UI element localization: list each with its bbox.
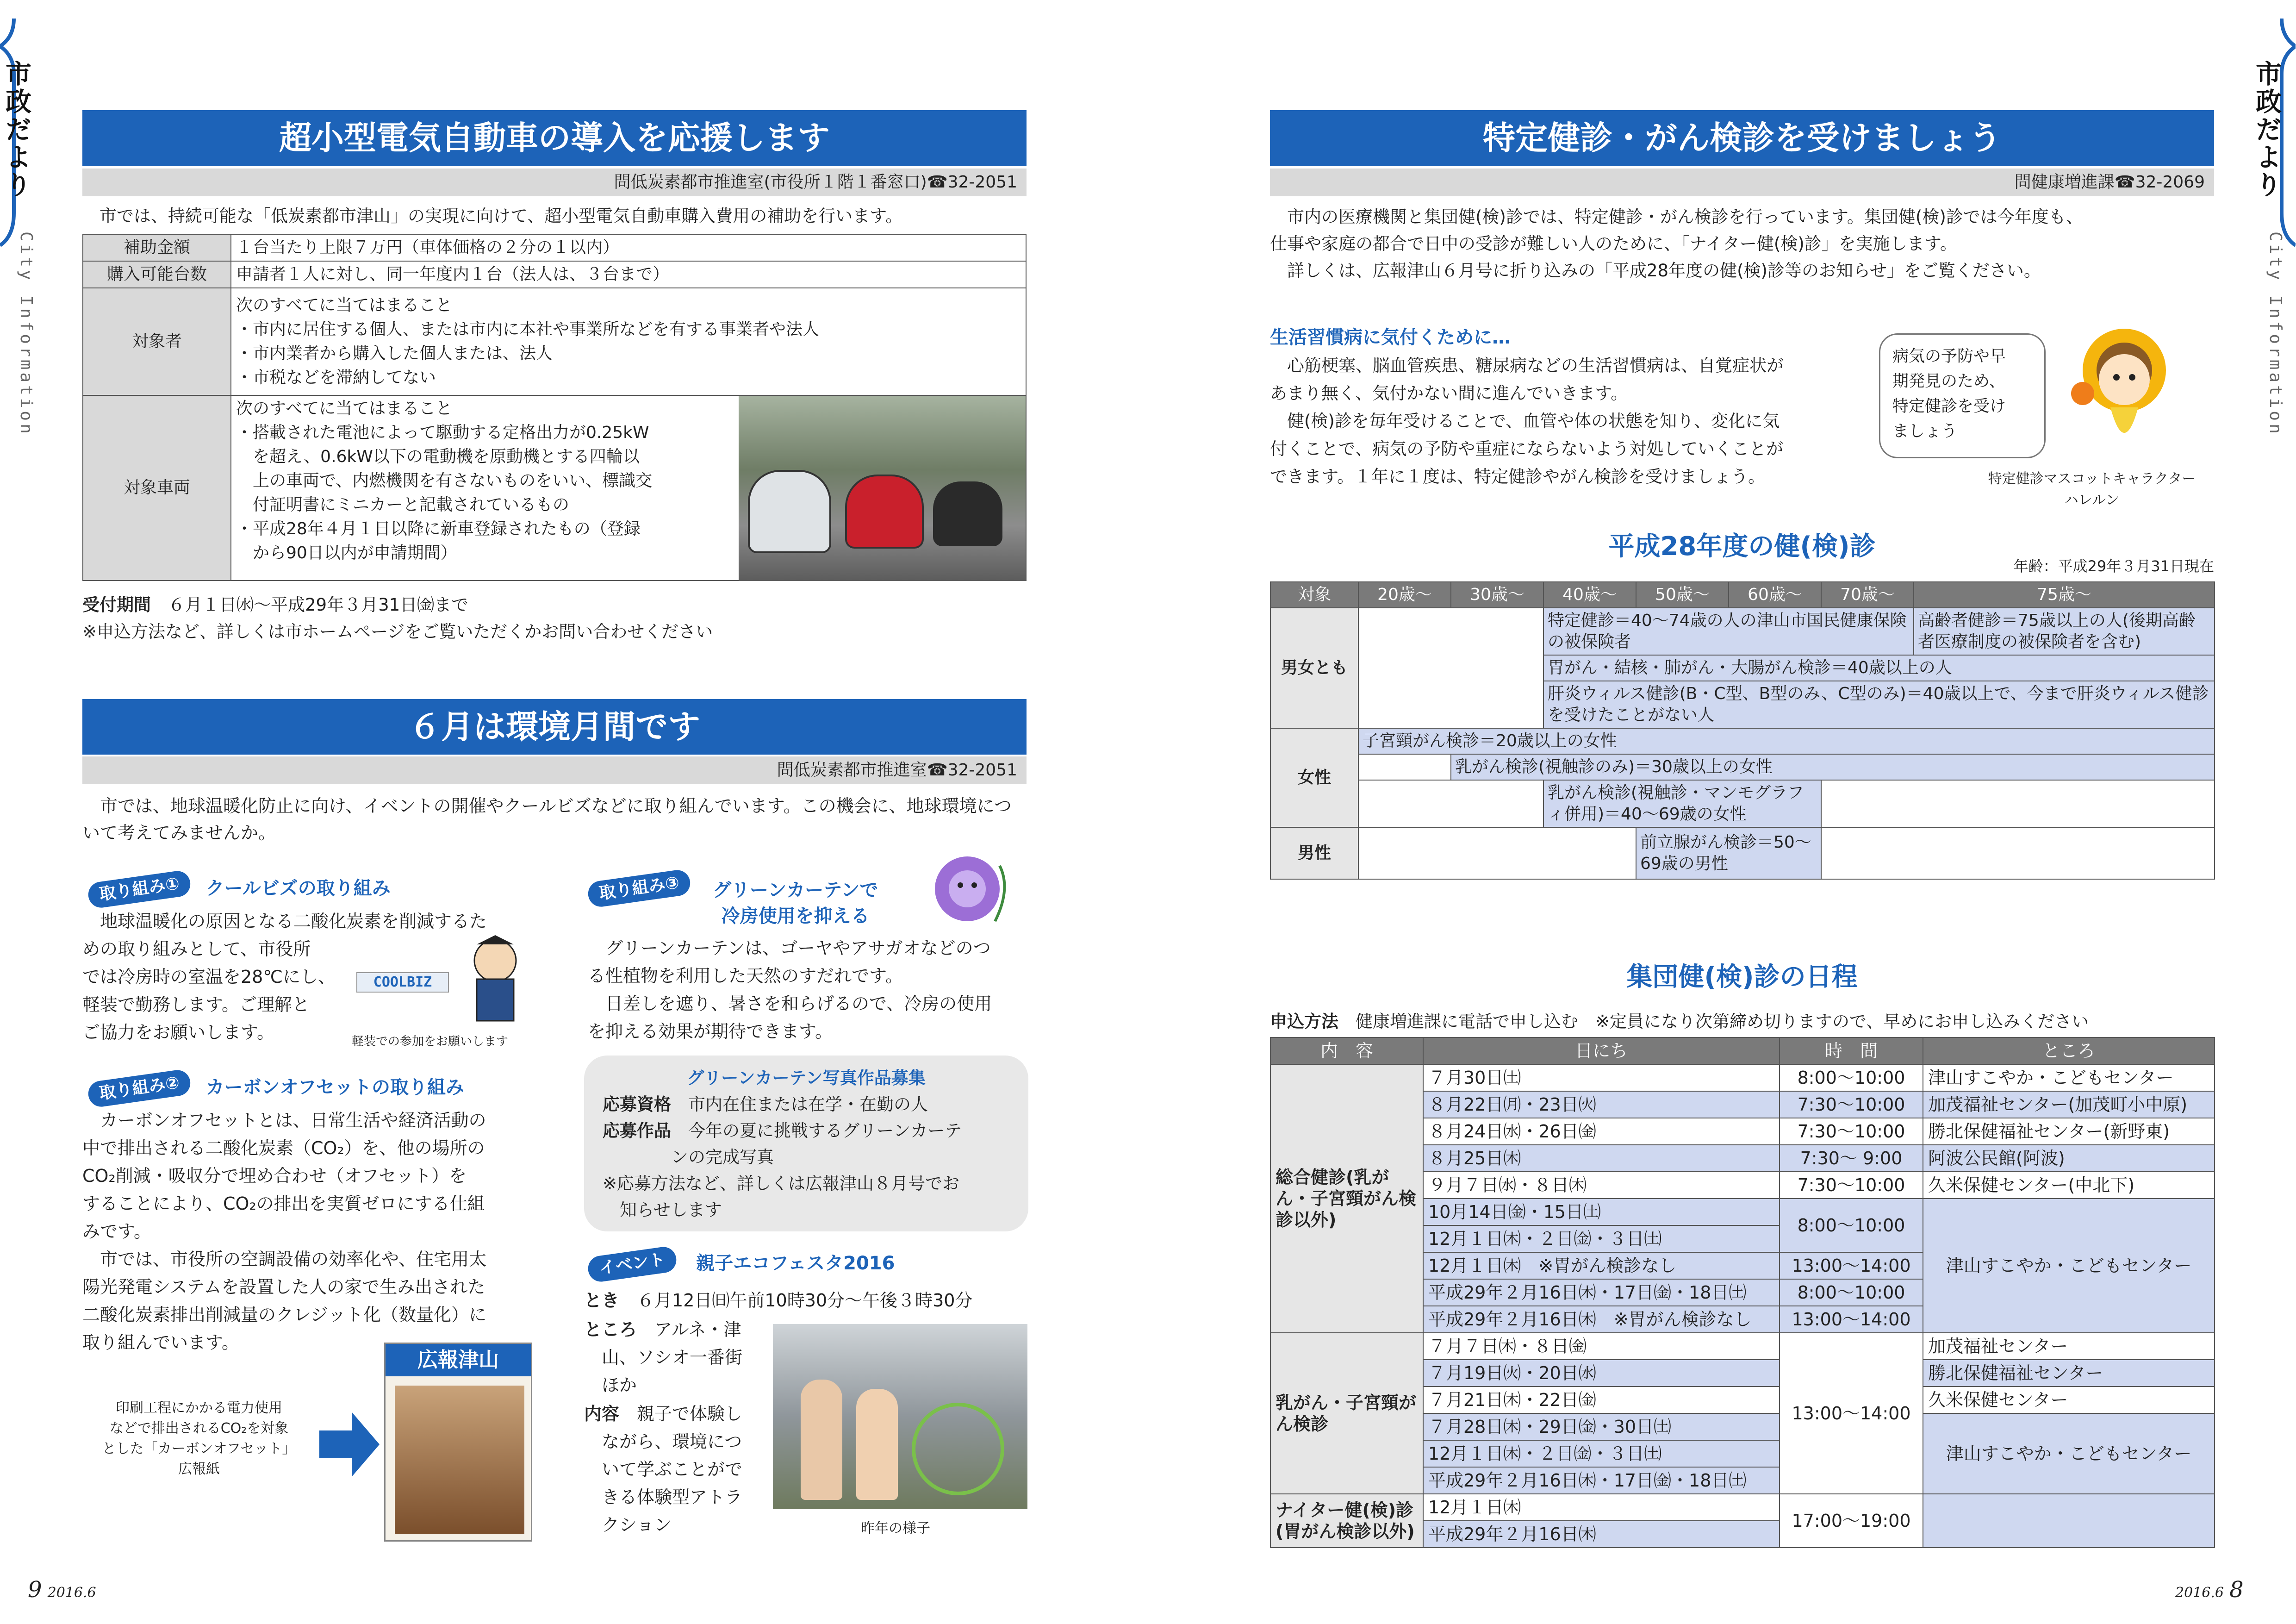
date-cell: 12月１日㈭・２日㈮・３日㈯ [1423, 1225, 1780, 1252]
table-header-cell: ところ [1923, 1037, 2215, 1064]
health-intro [1270, 204, 2219, 284]
table-header-cell: 時 間 [1780, 1037, 1923, 1064]
text-line: あまり無く、気付かない間に進んでいきます。 [1270, 383, 1628, 403]
text-line: ご協力をお願いします。 [82, 1022, 274, 1043]
title-line: 冷房使用を抑える [721, 906, 870, 927]
ev-intro: 市では、持続可能な「低炭素都市津山」の実現に向けて、超小型電気自動車購入費用の補助を行います。 [100, 206, 903, 226]
text-line: 日差しを遮り、暑さを和らげるので、冷房の使用 [588, 993, 992, 1014]
event-value: アルネ・津 [654, 1319, 741, 1340]
table-cell: １台当たり上限７万円（車体価格の２分の１以内） [231, 234, 1026, 261]
place-cell: 久米保健センター(中北下) [1923, 1172, 2215, 1199]
event-value: 山、ソシオ一番街 [602, 1347, 743, 1368]
text-line: 上の車両で、内燃機関を有さないものをいい、標識交 [236, 471, 653, 490]
place-cell: 阿波公民館(阿波) [1923, 1145, 2215, 1172]
magazine-title: 広報津山 [386, 1344, 531, 1376]
table-header-row [1270, 1037, 2215, 1064]
table-header-row [1270, 582, 2215, 608]
date-cell: 12月１日㈭・２日㈮・３日㈯ [1423, 1440, 1780, 1467]
nyu-touch-cell: 乳がん検診(視触診のみ)＝30歳以上の女性 [1451, 754, 2215, 780]
place-cell [1923, 1494, 2215, 1548]
footer-left [28, 1574, 96, 1606]
text-line: 仕事や家庭の都合で日中の受診が難しい人のために、「ナイター健(検)診」を実施します。 [1270, 234, 1957, 254]
lifestyle-subheading: 生活習慣病に気付くために… [1270, 327, 1511, 348]
arrow-right-icon [319, 1412, 380, 1484]
date-cell: ７月21日㈭・22日㈮ [1423, 1387, 1780, 1413]
event-label: ところ [584, 1319, 637, 1340]
print-note [88, 1398, 310, 1480]
table-header-cell: 購入可能台数 [83, 261, 231, 288]
table-cell [231, 288, 1026, 395]
contest-label: 応募作品 [603, 1121, 671, 1141]
text-line: ・市税などを滞納してない [236, 368, 436, 387]
text-line: CO₂削減・吸収分で埋め合わせ（オフセット）を [82, 1166, 467, 1186]
text-line: 健(検)診を毎年受けることで、血管や体の状態を知り、変化に気 [1270, 411, 1780, 431]
place-cell: 津山すこやか・こどもセンター [1923, 1064, 2215, 1091]
text-line: る性植物を利用した天然のすだれです。 [588, 966, 903, 986]
page-date: 2016.6 [2175, 1585, 2224, 1601]
text-line: 市内の医療機関と集団健(検)診では、特定健診・がん検診を行っています。集団健(検)診では今年度も、 [1287, 207, 2083, 227]
mascot-caption [1976, 468, 2208, 511]
text-line: 付くことで、病気の予防や重症にならないよう対処していくことが [1270, 439, 1784, 459]
target-cell: 男性 [1270, 827, 1358, 879]
text-line: を抑える効果が期待できます。 [588, 1021, 833, 1042]
table-header-cell: 40歳～ [1543, 582, 1636, 608]
initiative2-pill: 取り組み② [87, 1068, 192, 1109]
table-row [1270, 1333, 2215, 1360]
contest-note: 知らせします [620, 1200, 722, 1220]
table-row [83, 261, 1026, 288]
time-cell: 8:00～10:00 [1780, 1064, 1923, 1091]
event-photo-caption: 昨年の様子 [861, 1520, 930, 1537]
table-row [1270, 1494, 2215, 1521]
right-tab-title: 市政だより [2252, 60, 2282, 199]
sunflower-mascot-icon [2055, 324, 2194, 470]
initiative3-header [588, 875, 691, 901]
initiative3-title [713, 877, 878, 929]
left-tab-title: 市政だより [1, 60, 31, 199]
text-line: することにより、CO₂の排出を実質ゼロにする仕組 [82, 1193, 485, 1214]
table-header-cell: 20歳～ [1358, 582, 1451, 608]
event-value: いて学ぶことがで [602, 1459, 743, 1480]
text-line: みです。 [82, 1221, 151, 1242]
morning-glory-icon [930, 852, 1014, 937]
text-line: 軽装で勤務します。ご理解と [82, 994, 310, 1015]
apply-label: 申込方法 [1270, 1012, 1338, 1031]
text-line: 心筋梗塞、脳血管疾患、糖尿病などの生活習慣病は、自覚症状が [1287, 356, 1784, 375]
place-cell: 加茂福祉センター(加茂町小中原) [1923, 1091, 2215, 1118]
env-section-title: ６月は環境月間です [82, 699, 1027, 755]
tokutei-cell: 特定健診＝40～74歳の人の津山市国民健康保険の被保険者 [1543, 608, 1914, 655]
left-tab-english: City Information [17, 231, 36, 437]
text-line: 次のすべてに当てはまること [236, 399, 453, 418]
text-line: ・搭載された電池によって駆動する定格出力が0.25kW [236, 423, 649, 442]
contest-value: ンの完成写真 [671, 1147, 774, 1167]
place-cell: 加茂福祉センター [1923, 1333, 2215, 1360]
table-row [1270, 608, 2215, 655]
title-line: グリーンカーテンで [713, 880, 878, 901]
koureisha-cell: 高齢者健診＝75歳以上の人(後期高齢者医療制度の被保険者を含む) [1914, 608, 2215, 655]
initiative3-pill: 取り組み③ [586, 868, 692, 909]
date-cell: 平成29年２月16日㈭ [1423, 1521, 1780, 1548]
place-cell: 久米保健センター [1923, 1387, 2215, 1413]
text-line: 病気の予防や早 [1892, 347, 2006, 366]
date-cell: 12月１日㈭ [1423, 1494, 1780, 1521]
date-cell: ８月24日㈬・26日㈮ [1423, 1118, 1780, 1145]
event-header [588, 1250, 895, 1278]
event-label: とき [584, 1290, 620, 1311]
event-value: ６月12日㈰午前10時30分～午後３時30分 [637, 1290, 973, 1311]
footer-right [2175, 1574, 2244, 1606]
empty-cell [1358, 827, 1636, 879]
initiative3-text [588, 934, 1032, 1045]
text-line: から90日以内が申請期間） [236, 543, 457, 562]
health-contact: 問健康増進課☎32-2069 [1270, 169, 2214, 196]
contest-value: 市内在住または在学・在勤の人 [688, 1094, 928, 1114]
text-line: 市では、市役所の空調設備の効率化や、住宅用太 [82, 1249, 487, 1269]
date-cell: 12月１日㈭ ※胃がん検診なし [1423, 1252, 1780, 1279]
event-pill: イベント [586, 1245, 678, 1283]
ev-section-title: 超小型電気自動車の導入を応援します [82, 110, 1027, 166]
table-header-cell: 日にち [1423, 1037, 1780, 1064]
empty-cell [1358, 780, 1543, 827]
empty-cell [1358, 754, 1451, 780]
initiative1-pill: 取り組み① [87, 869, 192, 910]
ev-contact: 問低炭素都市推進室(市役所１階１番窓口)☎32-2051 [82, 169, 1027, 196]
time-cell: 7:30～10:00 [1780, 1091, 1923, 1118]
event-content [584, 1400, 769, 1539]
shikyu-cell: 子宮頸がん検診＝20歳以上の女性 [1358, 728, 2215, 754]
samurai-mascot-icon [458, 935, 532, 1028]
text-line: 取り組んでいます。 [82, 1332, 239, 1353]
empty-cell [1358, 608, 1543, 728]
date-cell: 平成29年２月16日㈭・17日㈮・18日㈯ [1423, 1467, 1780, 1494]
table-header-cell: 内 容 [1270, 1037, 1423, 1064]
empty-cell [1821, 827, 2215, 879]
env-intro: 市では、地球温暖化防止に向け、イベントの開催やクールビズなどに取り組んでいます。この機会に、地球環境について考えてみませんか。 [82, 796, 1012, 843]
time-cell: 8:00～10:00 [1780, 1279, 1923, 1306]
contest-label: 応募資格 [603, 1094, 671, 1114]
event-when [584, 1288, 972, 1313]
event-where [584, 1316, 769, 1399]
text-line: 特定健診を受け [1892, 397, 2006, 416]
initiative2-title: カーボンオフセットの取り組み [205, 1077, 464, 1098]
text-line: ・平成28年４月１日以降に新車登録されたもの（登録 [236, 519, 641, 538]
page-number: 8 [2229, 1577, 2244, 1603]
text-line: を超え、0.6kW以下の電動機を原動機とする四輪以 [236, 447, 640, 466]
table-row [83, 395, 1026, 581]
place-cell: 津山すこやか・こどもセンター [1923, 1413, 2215, 1494]
time-cell: 17:00～19:00 [1780, 1494, 1923, 1548]
coolbiz-caption: 軽装での参加をお願いします [352, 1035, 509, 1049]
table-row [1270, 1064, 2215, 1091]
initiative2-header [88, 1073, 464, 1103]
date-cell: ８月22日㈪・23日㈫ [1423, 1091, 1780, 1118]
age-note: 年齢：平成29年３月31日現在 [2013, 557, 2214, 575]
event-title: 親子エコフェスタ2016 [696, 1253, 895, 1274]
text-line: できます。１年に１度は、特定健診やがん検診を受けましょう。 [1270, 467, 1766, 487]
magazine-cover [384, 1343, 532, 1542]
time-cell: 7:30～10:00 [1780, 1172, 1923, 1199]
time-cell: 13:00～14:00 [1780, 1252, 1923, 1279]
env-contact: 問低炭素都市推進室☎32-2051 [82, 756, 1027, 784]
health-section-title: 特定健診・がん検診を受けましょう [1270, 110, 2214, 166]
schedule-apply [1270, 1009, 2089, 1034]
target-cell: 女性 [1270, 728, 1358, 827]
table-header-cell: 50歳～ [1636, 582, 1729, 608]
text-line: 詳しくは、広報津山６月号に折り込みの「平成28年度の健(検)診等のお知らせ」をご覧ください。 [1270, 261, 2041, 281]
date-cell: ７月19日㈫・20日㈬ [1423, 1360, 1780, 1387]
table-header-cell: 75歳～ [1914, 582, 2215, 608]
coolbiz-logo: COOLBIZ [356, 972, 449, 993]
date-cell: ７月７日㈭・８日㈮ [1423, 1333, 1780, 1360]
table-header-cell: 30歳～ [1451, 582, 1543, 608]
ev-note: ※申込方法など、詳しくは市ホームページをご覧いただくかお問い合わせください [82, 622, 713, 642]
initiative1-header [88, 874, 391, 904]
date-cell: ９月７日㈬・８日㈭ [1423, 1172, 1780, 1199]
target-cell: 男女とも [1270, 608, 1358, 728]
event-label: 内容 [584, 1404, 620, 1424]
table-row [1270, 827, 2215, 879]
date-cell: 10月14日㈮・15日㈯ [1423, 1199, 1780, 1225]
kanen-cell: 肝炎ウィルス健診(B・C型、B型のみ、C型のみ)＝40歳以上で、今まで肝炎ウィルス健診を受けたことがない人 [1543, 681, 2215, 728]
group-cell: ナイター健(検)診(胃がん検診以外) [1270, 1494, 1423, 1548]
table-row [83, 288, 1026, 395]
text-line: 期発見のため、 [1892, 372, 2005, 391]
group-cell: 総合健診(乳がん・子宮頸がん検診以外) [1270, 1064, 1423, 1333]
right-tab-english: City Information [2266, 231, 2285, 437]
page-number: 9 [28, 1577, 42, 1603]
left-side-tab [0, 19, 42, 481]
ev-car-photo [739, 396, 1026, 581]
text-line: では冷房時の室温を28℃にし、 [82, 967, 336, 987]
text-line: 印刷工程にかかる電力使用 [116, 1400, 282, 1416]
text-line: 陽光発電システムを設置した人の家で生み出された [82, 1277, 485, 1297]
text-line: 中で排出される二酸化炭素（CO₂）を、他の場所の [82, 1138, 485, 1158]
empty-cell [1821, 780, 2215, 827]
text-line: などで排出されるCO₂を対象 [109, 1420, 289, 1437]
table-header-cell: 対象 [1270, 582, 1358, 608]
text-line: とした「カーボンオフセット」 [102, 1441, 296, 1457]
right-side-tab [2249, 19, 2291, 481]
table-header-cell: 70歳～ [1821, 582, 1914, 608]
table-row [1270, 780, 2215, 827]
ev-period [82, 593, 468, 618]
lifestyle-text [1270, 352, 1867, 491]
contest-box [584, 1056, 1028, 1231]
checkup-table-title: 平成28年度の健(検)診 [1608, 531, 1876, 562]
date-cell: 平成29年２月16日㈭・17日㈮・18日㈯ [1423, 1279, 1780, 1306]
table-row [83, 234, 1026, 261]
table-row [1270, 728, 2215, 754]
event-value: クション [602, 1515, 672, 1535]
table-cell [231, 395, 1026, 581]
text-line: グリーンカーテンは、ゴーヤやアサガオなどのつ [605, 938, 991, 958]
time-cell: 7:30～10:00 [1780, 1118, 1923, 1145]
text-line: カーボンオフセットとは、日常生活や経済活動の [100, 1110, 486, 1131]
text-line: 付証明書にミニカーと記載されているもの [236, 495, 570, 514]
place-cell: 津山すこやか・こどもセンター [1923, 1199, 2215, 1333]
table-row [1270, 754, 2215, 780]
text-line: 特定健診マスコットキャラクター [1988, 471, 2196, 487]
text-line: ・市内業者から購入した個人または、法人 [236, 344, 553, 363]
period-label: 受付期間 [82, 595, 151, 615]
text-line: 地球温暖化の原因となる二酸化炭素を削減するた [100, 911, 487, 931]
initiative1-title: クールビズの取り組み [205, 878, 391, 899]
checkup-table [1270, 581, 2215, 880]
period-value: ６月１日㈬～平成29年３月31日㈮まで [168, 595, 469, 615]
mascot-speech-bubble [1879, 333, 2046, 458]
place-cell: 勝北保健福祉センター(新野東) [1923, 1118, 2215, 1145]
event-photo [773, 1324, 1027, 1509]
table-cell: 申請者１人に対し、同一年度内１台（法人は、３台まで） [231, 261, 1026, 288]
place-cell: 勝北保健福祉センター [1923, 1360, 2215, 1387]
time-cell: 13:00～14:00 [1780, 1333, 1923, 1494]
page-date: 2016.6 [47, 1585, 96, 1601]
igan-cell: 胃がん・結核・肺がん・大腸がん検診＝40歳以上の人 [1543, 655, 2215, 681]
text-line: 次のすべてに当てはまること [236, 296, 453, 315]
schedule-table [1270, 1037, 2215, 1548]
event-value: ほか [602, 1375, 637, 1395]
date-cell: ７月30日㈯ [1423, 1064, 1780, 1091]
table-header-cell: 補助金額 [83, 234, 231, 261]
time-cell: 7:30～ 9:00 [1780, 1145, 1923, 1172]
date-cell: ７月28日㈭・29日㈮・30日㈯ [1423, 1413, 1780, 1440]
time-cell: 13:00～14:00 [1780, 1306, 1923, 1333]
group-cell: 乳がん・子宮頸がん検診 [1270, 1333, 1423, 1494]
text-line: 二酸化炭素排出削減量のクレジット化（数量化）に [82, 1305, 487, 1325]
nyu-mammo-cell: 乳がん検診(視触診・マンモグラフィ併用)＝40～69歳の女性 [1543, 780, 1821, 827]
date-cell: ８月25日㈭ [1423, 1145, 1780, 1172]
text-line: ましょう [1892, 422, 1958, 441]
date-cell: 平成29年２月16日㈭ ※胃がん検診なし [1423, 1306, 1780, 1333]
event-value: 親子で体験し [637, 1404, 743, 1424]
contest-value: 今年の夏に挑戦するグリーンカーテ [688, 1121, 962, 1141]
zenritsu-cell: 前立腺がん検診＝50～69歳の男性 [1636, 827, 1821, 879]
event-value: きる体験型アトラ [602, 1487, 743, 1507]
event-value: ながら、環境につ [602, 1431, 742, 1452]
table-header-cell: 対象車両 [83, 395, 231, 581]
text-line: 広報紙 [178, 1461, 220, 1477]
table-header-cell: 対象者 [83, 288, 231, 395]
initiative2-text [82, 1106, 536, 1356]
table-header-cell: 60歳～ [1729, 582, 1821, 608]
contest-title: グリーンカーテン写真作品募集 [687, 1068, 926, 1088]
text-line: ハレルン [2064, 492, 2120, 508]
text-line: めの取り組みとして、市役所 [82, 939, 311, 959]
schedule-title: 集団健(検)診の日程 [1626, 962, 1858, 992]
apply-value: 健康増進課に電話で申し込む ※定員になり次第締め切りますので、早めにお申し込みください [1356, 1012, 2089, 1031]
contest-note: ※応募方法など、詳しくは広報津山８月号でお [603, 1174, 960, 1193]
ev-subsidy-table [82, 234, 1027, 581]
text-line: ・市内に居住する個人、または市内に本社や事業所などを有する事業者や法人 [236, 320, 820, 339]
time-cell: 8:00～10:00 [1780, 1199, 1923, 1252]
